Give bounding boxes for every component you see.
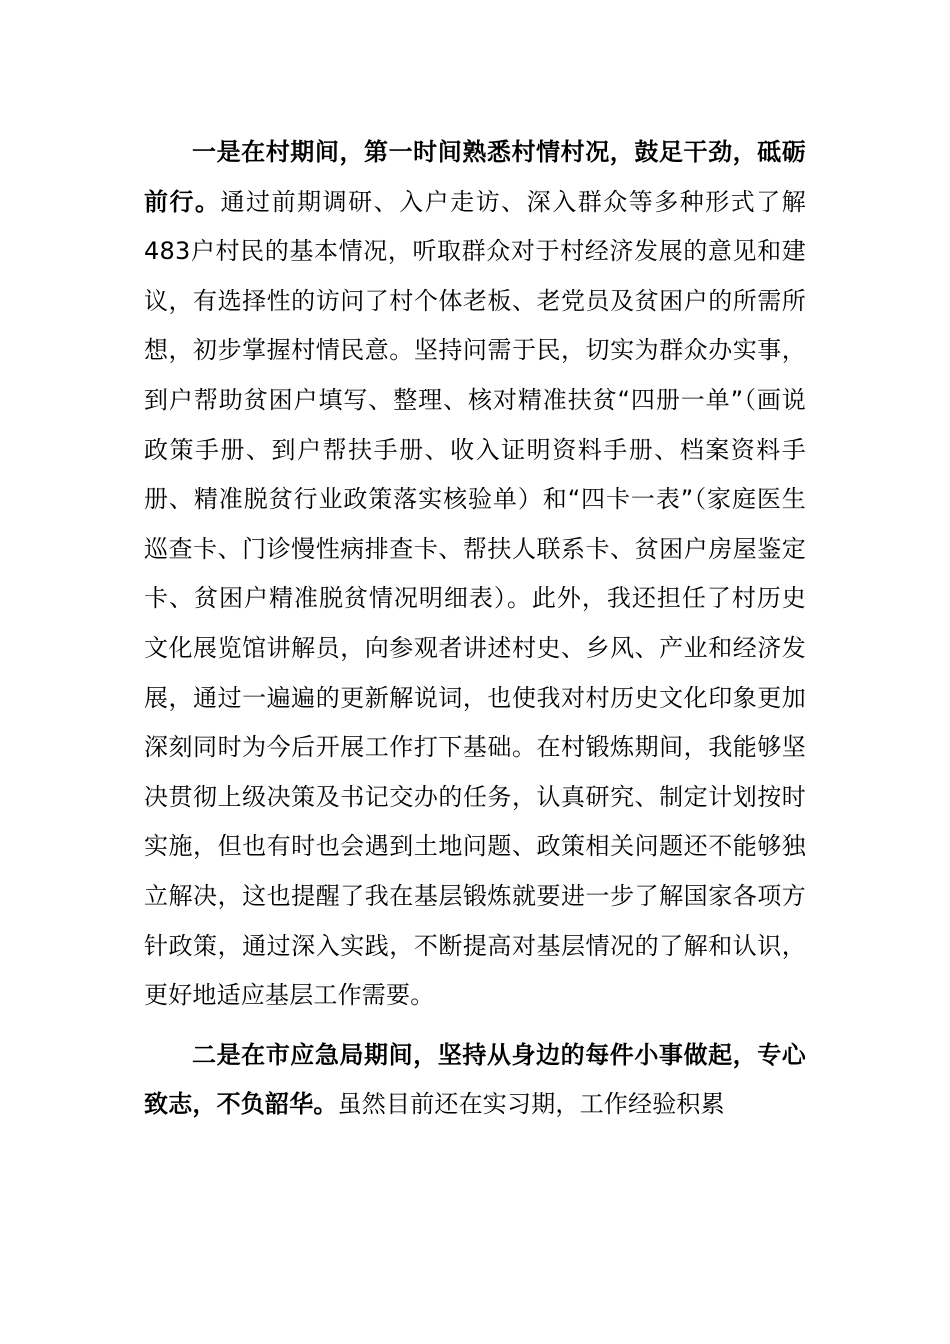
paragraph-text: 虽然目前还在实习期，工作经验积累 <box>337 1090 725 1119</box>
document-body <box>144 128 806 1140</box>
paragraph-village-period <box>144 128 806 1021</box>
paragraph-text: 通过前期调研、入户走访、深入群众等多种形式了解483户村民的基本情况，听取群众对于村经济发展的意见和建议，有选择性的访问了村个体老板、老党员及贫困户的所需所想，初步掌握村情民意。坚持问需于民，切实为群众办实事，到户帮助贫困户填写、整理、核对精准扶贫“四册一单”（画说政策手册、到户帮扶手册、收入证明资料手册、档案资料手册、精准脱贫行业政策落实核验单）和“四卡一表”（家庭医生巡查卡、门诊慢性病排查卡、帮扶人联系卡、贫困户房屋鉴定卡、贫困户精准脱贫情况明细表）。此外，我还担任了村历史文化展览馆讲解员，向参观者讲述村史、乡风、产业和经济发展，通过一遍遍的更新解说词，也使我对村历史文化印象更加深刻同时为今后开展工作打下基础。在村锻炼期间，我能够坚决贯彻上级决策及书记交办的任务，认真研究、制定计划按时实施，但也有时也会遇到土地问题、政策相关问题还不能够独立解决，这也提醒了我在基层锻炼就要进一步了解国家各项方针政策，通过深入实践，不断提高对基层情况的了解和认识，更好地适应基层工作需要。 <box>144 187 806 1010</box>
paragraph-emergency-bureau-period <box>144 1031 806 1130</box>
paragraph-lead: 一是在村期间，第一时间熟悉村情村况，鼓足干劲，砥砺前行。 <box>144 138 806 216</box>
paragraph-lead: 二是在市应急局期间，坚持从身边的每件小事做起，专心致志，不负韶华。 <box>144 1040 806 1119</box>
